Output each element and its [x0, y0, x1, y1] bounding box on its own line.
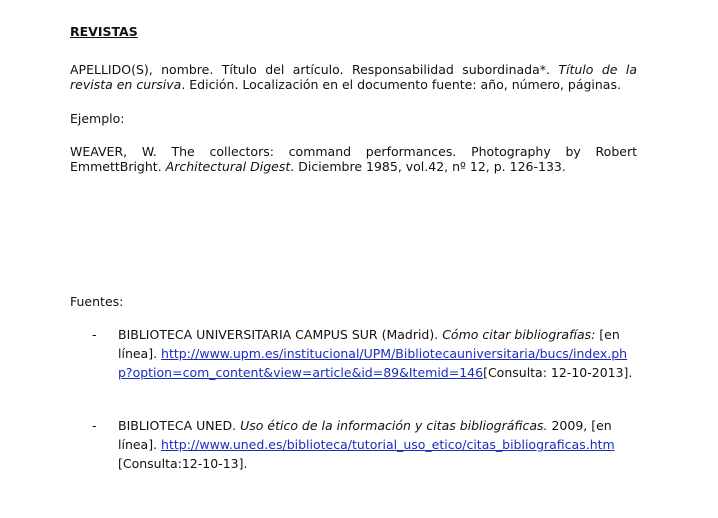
source-link[interactable]: http://www.upm.es/institucional/UPM/Bibliotecauniversitaria/bucs/index.php?option=com_content&view=article&id=89&Itemid=146 — [118, 346, 628, 380]
citation-format-paragraph — [70, 62, 637, 92]
sources-label: Fuentes: — [70, 294, 124, 309]
example-text-1: WEAVER, W. The collectors: command performances. Photography by Robert EmmettBright. — [70, 144, 637, 174]
format-italic-text: Título de la revista en cursiva — [70, 62, 637, 92]
section-heading: REVISTAS — [70, 24, 138, 39]
format-text-2: . Edición. Localización en el documento fuente: año, número, páginas. — [181, 77, 621, 92]
example-label: Ejemplo: — [70, 111, 125, 126]
source-text-2: [en línea]. — [118, 327, 620, 361]
source-text-1: BIBLIOTECA UNED. — [118, 418, 241, 433]
source-consulta: [Consulta:12-10-13]. — [118, 456, 248, 471]
source-italic-title: Uso ético de la información y citas bibliográficas. — [240, 418, 548, 433]
source-item — [92, 416, 638, 473]
format-text-1: APELLIDO(S), nombre. Título del artículo. Responsabilidad subordinada*. — [70, 62, 559, 77]
source-consulta: [Consulta: 12-10-2013]. — [483, 365, 633, 380]
source-item — [92, 325, 638, 382]
list-bullet: - — [92, 418, 97, 433]
source-text-1: BIBLIOTECA UNIVERSITARIA CAMPUS SUR (Madrid). — [118, 327, 443, 342]
source-link[interactable]: http://www.uned.es/biblioteca/tutorial_uso_etico/citas_bibliograficas.htm — [161, 437, 615, 452]
source-italic-title: Cómo citar bibliografías: — [442, 327, 596, 342]
example-italic-text: Architectural Digest — [165, 159, 291, 174]
source-text-2: 2009, [en línea]. — [118, 418, 612, 452]
example-text-2: . Diciembre 1985, vol.42, nº 12, p. 126-133. — [290, 159, 566, 174]
source-text — [118, 416, 638, 473]
source-text — [118, 325, 638, 382]
example-citation-paragraph — [70, 144, 637, 174]
list-bullet: - — [92, 327, 97, 342]
